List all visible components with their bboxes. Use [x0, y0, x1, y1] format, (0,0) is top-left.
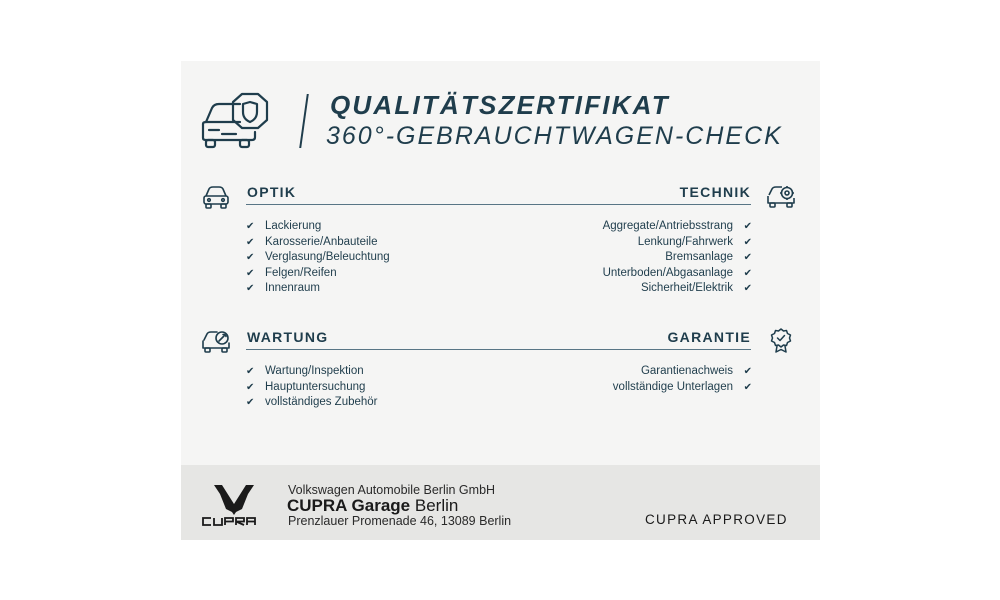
check-icon: ✔: [743, 381, 752, 393]
check-icon: ✔: [246, 397, 255, 409]
list-item: ✔ Felgen/Reifen: [246, 266, 390, 282]
check-icon: ✔: [246, 366, 255, 377]
car-shield-icon: [200, 92, 276, 150]
certificate-title: QUALITÄTSZERTIFIKAT: [330, 90, 670, 120]
list-optik: [246, 219, 390, 297]
car-gear-icon: [766, 183, 796, 209]
list-technik: [603, 219, 752, 297]
check-icon: ✔: [246, 283, 255, 295]
certificate-subtitle: 360°-GEBRAUCHTWAGEN-CHECK: [326, 122, 783, 150]
list-item: ✔ Innenraum: [246, 281, 390, 297]
list-item: ✔ Hauptuntersuchung: [246, 380, 378, 396]
check-icon: ✔: [743, 252, 752, 264]
car-wrench-icon: [201, 328, 231, 354]
section-title-garantie: GARANTIE: [667, 329, 751, 345]
list-item: ✔ Lackierung: [246, 219, 390, 235]
list-item: ✔ Verglasung/Beleuchtung: [246, 250, 390, 266]
check-icon: ✔: [246, 252, 255, 264]
check-icon: ✔: [743, 221, 752, 232]
section-title-technik: TECHNIK: [679, 184, 751, 200]
list-item: ✔ Karosserie/Anbauteile: [246, 235, 390, 251]
section-rule-wartung: [246, 349, 502, 350]
dealer-footer: [181, 465, 820, 540]
list-item: Sicherheit/Elektrik ✔: [603, 281, 752, 297]
section-rule-technik: [502, 204, 751, 205]
check-icon: ✔: [743, 236, 752, 248]
check-icon: ✔: [246, 236, 255, 248]
list-item: Lenkung/Fahrwerk ✔: [603, 235, 752, 251]
check-icon: ✔: [246, 267, 255, 279]
check-icon: ✔: [246, 381, 255, 393]
car-front-icon: [201, 184, 231, 210]
section-rule-optik: [246, 204, 502, 205]
list-item: Aggregate/Antriebsstrang ✔: [603, 219, 752, 235]
dealer-name: CUPRA Garage Berlin: [287, 496, 459, 515]
dealer-address: Prenzlauer Promenade 46, 13089 Berlin: [288, 514, 512, 528]
section-rule-garantie: [502, 349, 751, 350]
list-item: vollständige Unterlagen ✔: [613, 380, 752, 396]
dealer-company: Volkswagen Automobile Berlin GmbH: [288, 483, 496, 497]
check-icon: ✔: [743, 366, 752, 377]
section-title-optik: OPTIK: [247, 184, 297, 200]
list-garantie: [613, 364, 752, 395]
cupra-logo: [200, 480, 268, 528]
list-item: ✔ vollständiges Zubehör: [246, 395, 378, 411]
check-icon: ✔: [743, 283, 752, 295]
check-icon: ✔: [246, 221, 255, 232]
list-wartung: [246, 364, 378, 411]
approved-label: CUPRA APPROVED: [645, 512, 788, 527]
list-item: Garantienachweis ✔: [613, 364, 752, 380]
list-item: Bremsanlage ✔: [603, 250, 752, 266]
list-item: Unterboden/Abgasanlage ✔: [603, 266, 752, 282]
section-title-wartung: WARTUNG: [247, 329, 329, 345]
check-icon: ✔: [743, 267, 752, 279]
warranty-badge-icon: [766, 327, 796, 353]
list-item: ✔ Wartung/Inspektion: [246, 364, 378, 380]
